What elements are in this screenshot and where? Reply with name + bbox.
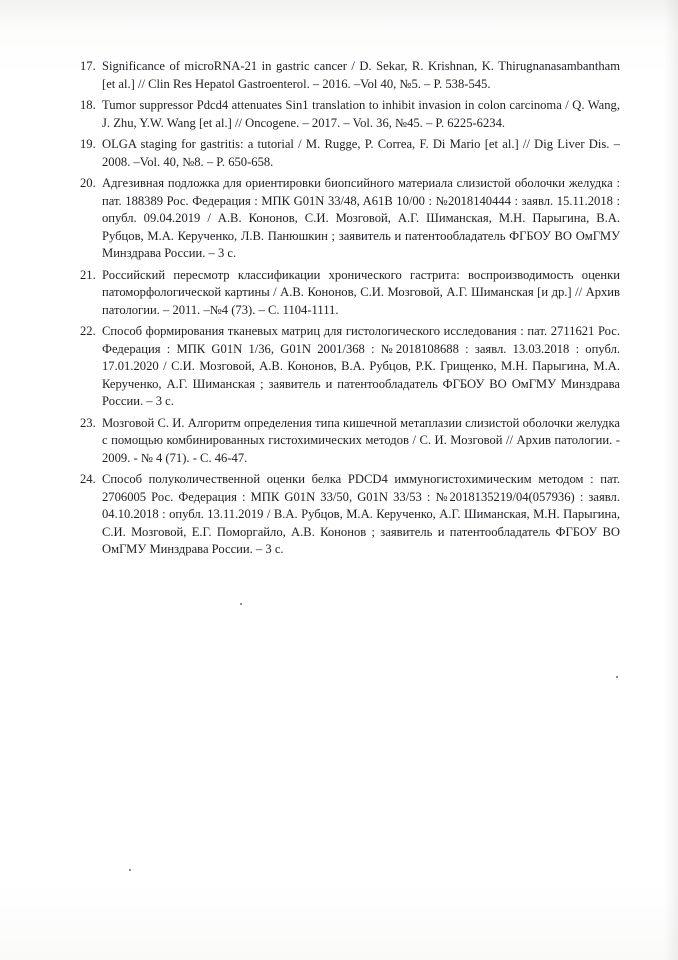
reference-item-20 <box>80 175 620 263</box>
reference-item-24 <box>80 471 620 559</box>
reference-item-17 <box>80 58 620 93</box>
reference-number: 23. <box>80 415 96 430</box>
scan-speck <box>240 603 242 605</box>
reference-item-21 <box>80 267 620 320</box>
reference-text: Способ формирования тканевых матриц для гистологического исследования : пат. 2711621 Рос. Федерация : МПК G01N 1/36, G01N 2001/368 : №2018108688 : заявл. 13.03.2018 : опубл. 17.01.2020 / С.И. Мозговой, А.В. Кононов, В.А. Рубцов, Р.К. Грищенко, М.Н. Парыгина, М.А. Керученко, А.Г. Шиманская ; заявитель и патентообладатель ФГБОУ ВО ОмГМУ Минздрава России. – 3 с. <box>102 324 620 408</box>
reference-item-23 <box>80 415 620 468</box>
reference-list <box>80 58 620 563</box>
reference-number: 24. <box>80 472 96 486</box>
reference-number: 21. <box>80 267 96 282</box>
reference-number: 19. <box>80 137 96 151</box>
reference-text: Tumor suppressor Pdcd4 attenuates Sin1 translation to inhibit invasion in colon carcinoma / Q. Wang, J. Zhu, Y.W. Wang [et al.] // Oncogene. – 2017. – Vol. 36, №45. – P. 6225-6234. <box>102 98 620 130</box>
reference-text: Мозговой С. И. Алгоритм определения типа кишечной метаплазии слизистой оболочки желудка с помощью комбинированных гистохимических методов / С. И. Мозговой // Архив патологии. - 2009. - № 4 (71). - С. 46-47. <box>102 415 620 465</box>
reference-item-22 <box>80 323 620 411</box>
reference-number: 17. <box>80 59 96 73</box>
scan-shadow-right <box>664 0 678 960</box>
reference-number: 20. <box>80 176 96 190</box>
reference-number: 18. <box>80 98 96 112</box>
reference-text: OLGA staging for gastritis: a tutorial / M. Rugge, P. Correa, F. Di Mario [et al.] // Dig Liver Dis. – 2008. –Vol. 40, №8. – P. 650-658. <box>102 137 620 169</box>
scan-speck <box>616 676 618 678</box>
scan-speck <box>129 869 131 871</box>
reference-text: Адгезивная подложка для ориентировки биопсийного материала слизистой оболочки желудка : пат. 188389 Рос. Федерация : МПК G01N 33/48, A61B 10/00 : №2018140444 : заявл. 15.11.2018 : опубл. 09.04.2019 / А.В. Кононов, С.И. Мозговой, А.Г. Шиманская, М.Н. Парыгина, В.А. Рубцов, М.А. Керученко, Л.В. Панюшкин ; заявитель и патентообладатель ФГБОУ ВО ОмГМУ Минздрава России. – 3 с. <box>102 176 620 260</box>
reference-number: 22. <box>80 324 96 338</box>
reference-text: Significance of microRNA-21 in gastric cancer / D. Sekar, R. Krishnan, K. Thirugnanasambantham [et al.] // Clin Res Hepatol Gastroenterol. – 2016. –Vol 40, №5. – P. 538-545. <box>102 59 620 91</box>
scan-shadow-top <box>0 0 678 28</box>
reference-item-19 <box>80 136 620 171</box>
reference-text: Способ полуколичественной оценки белка PDCD4 иммуногистохимическим методом : пат. 2706005 Рос. Федерация : МПК G01N 33/50, G01N 33/53 : №2018135219/04(057936) : заявл. 04.10.2018 : опубл. 13.11.2019 / В.А. Рубцов, М.А. Керученко, А.Г. Шиманская, М.Н. Парыгина, С.И. Мозговой, Е.Г. Поморгайло, А.В. Кононов ; заявитель и патентообладатель ФГБОУ ВО ОмГМУ Минздрава России. – 3 с. <box>102 472 620 556</box>
reference-item-18 <box>80 97 620 132</box>
reference-text: Российский пересмотр классификации хронического гастрита: воспроизводимость оценки патоморфологической картины / А.В. Кононов, С.И. Мозговой, А.Г. Шиманская [и др.] // Архив патологии. – 2011. –№4 (73). – С. 1104-1111. <box>102 267 620 317</box>
